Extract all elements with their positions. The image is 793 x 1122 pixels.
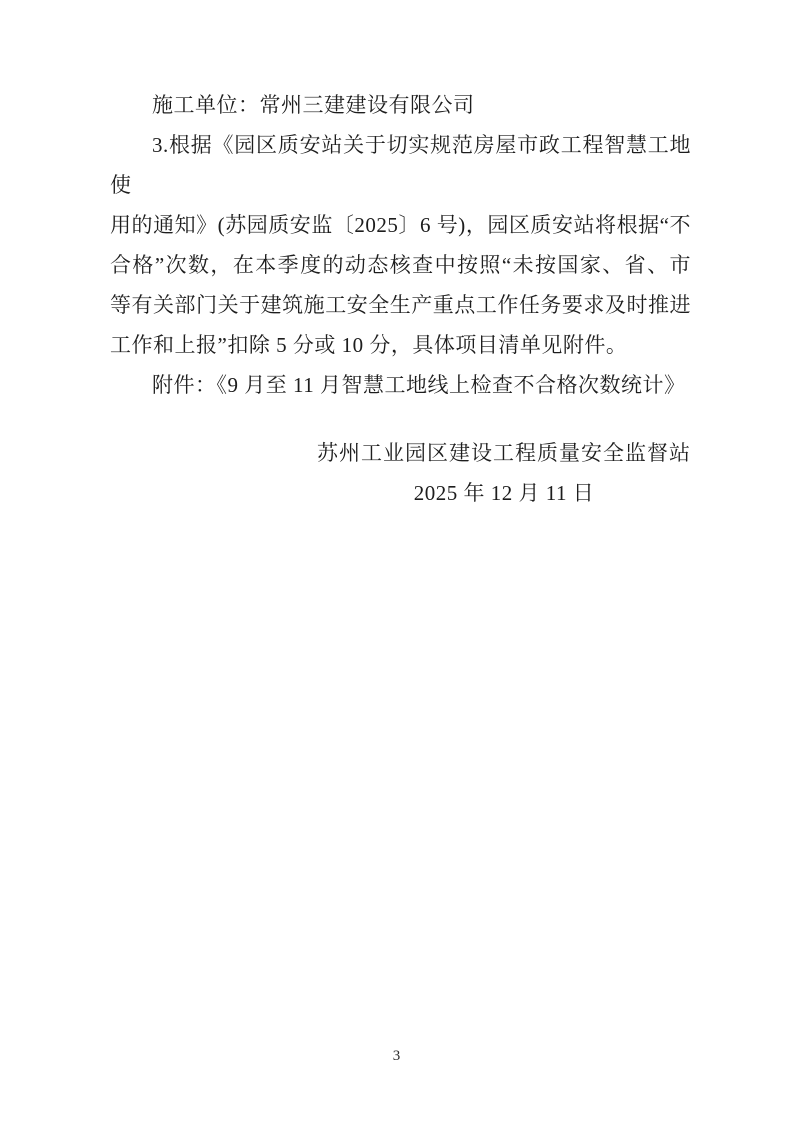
body-paragraph-line-4: 等有关部门关于建筑施工安全生产重点工作任务要求及时推进 (110, 293, 691, 317)
page-number: 3 (392, 1048, 401, 1064)
signature-inner (317, 433, 691, 513)
body-paragraph-line-5: 工作和上报”扣除 5 分或 10 分，具体项目清单见附件。 (110, 333, 628, 357)
body-paragraph-line-2: 用的通知》(苏园质安监〔2025〕6 号)，园区质安站将根据“不 (110, 213, 691, 237)
attachment-reference-line: 附件：《9 月至 11 月智慧工地线上检查不合格次数统计》 (152, 373, 686, 397)
signature-block (110, 433, 691, 513)
issuing-authority: 苏州工业园区建设工程质量安全监督站 (317, 441, 691, 465)
body-paragraph-line-1: 3.根据《园区质安站关于切实规范房屋市政工程智慧工地使 (110, 133, 691, 197)
body-paragraph-line-3: 合格”次数，在本季度的动态核查中按照“未按国家、省、市 (110, 253, 691, 277)
issue-date: 2025 年 12 月 11 日 (413, 481, 595, 505)
document-body (110, 85, 691, 513)
construction-unit-line: 施工单位：常州三建建设有限公司 (152, 93, 475, 117)
